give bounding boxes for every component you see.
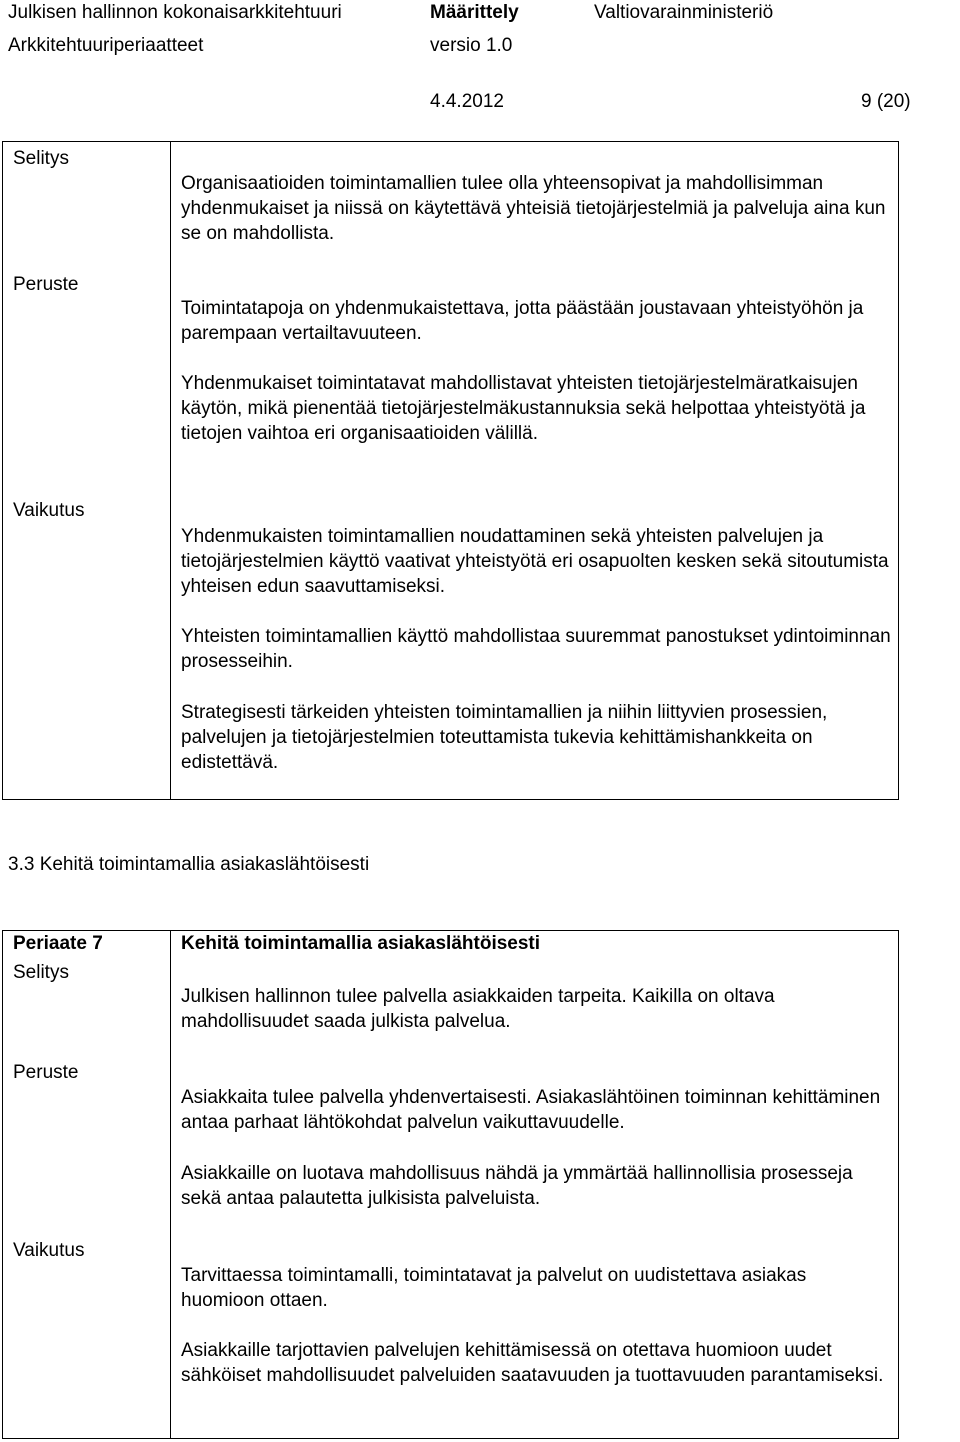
label-impact: Vaikutus	[13, 500, 85, 521]
document-subtitle: Arkkitehtuuriperiaatteet	[8, 35, 204, 56]
document-type: Määrittely	[430, 2, 519, 23]
label-rationale: Peruste	[13, 274, 79, 295]
label-explanation: Selitys	[13, 962, 69, 983]
rationale-paragraph-2: Asiakkaille on luotava mahdollisuus nähdä ja ymmärtää hallinnollisia prosesseja sekä antaa palautetta julkisista palveluista.	[181, 1163, 853, 1209]
rationale-paragraph-1: Toimintatapoja on yhdenmukaistettava, jotta päästään joustavaan yhteistyöhön ja parempaan vertailtavuuteen.	[181, 298, 864, 344]
label-impact: Vaikutus	[13, 1240, 85, 1261]
document-title: Julkisen hallinnon kokonaisarkkitehtuuri	[8, 2, 342, 23]
explanation-text: Julkisen hallinnon tulee palvella asiakkaiden tarpeita. Kaikilla on oltava mahdollisuudet saada julkista palvelua.	[181, 986, 775, 1032]
impact-paragraph-1: Yhdenmukaisten toimintamallien noudattaminen sekä yhteisten palvelujen ja tietojärjestelmien käyttö vaativat yhteistyötä eri osapuolten kesken sekä sitoutumista yhteisen edun saavuttamiseksi.	[181, 526, 889, 597]
impact-paragraph-2: Yhteisten toimintamallien käyttö mahdollistaa suuremmat panostukset ydintoiminnan prosesseihin.	[181, 626, 891, 672]
principle-title: Kehitä toimintamallia asiakaslähtöisesti	[181, 933, 541, 954]
column-divider	[170, 142, 171, 799]
principle-number: Periaate 7	[13, 933, 103, 954]
rationale-paragraph-1: Asiakkaita tulee palvella yhdenvertaisesti. Asiakaslähtöinen toiminnan kehittäminen antaa parhaat lähtökohdat palvelun vaikuttavuudelle.	[181, 1087, 881, 1133]
section-heading: 3.3 Kehitä toimintamallia asiakaslähtöisesti	[8, 854, 370, 875]
rationale-paragraph-2: Yhdenmukaiset toimintatavat mahdollistavat yhteisten tietojärjestelmäratkaisujen käytön, mikä pienentää tietojärjestelmäkustannuksia sekä helpottaa yhteistyötä ja tietojen vaihtoa eri organisaatioiden välillä.	[181, 373, 866, 444]
page-header	[0, 0, 960, 120]
impact-paragraph-2: Asiakkaille tarjottavien palvelujen kehittämisessä on otettava huomioon uudet sähköiset mahdollisuudet palveluiden saatavuuden ja tuottavuuden parantamiseksi.	[181, 1340, 884, 1386]
principle-table-1	[2, 141, 899, 800]
page-number: 9 (20)	[861, 91, 911, 112]
document-date: 4.4.2012	[430, 91, 504, 112]
impact-paragraph-3: Strategisesti tärkeiden yhteisten toimintamallien ja niihin liittyvien prosessien, palvelujen ja tietojärjestelmien toteuttamista tukevia kehittämishankkeita on edistettävä.	[181, 702, 828, 773]
impact-paragraph-1: Tarvittaessa toimintamalli, toimintatavat ja palvelut on uudistettava asiakas huomioon ottaen.	[181, 1265, 807, 1311]
column-divider	[170, 931, 171, 1438]
document-version: versio 1.0	[430, 35, 513, 56]
explanation-text: Organisaatioiden toimintamallien tulee olla yhteensopivat ja mahdollisimman yhdenmukaiset ja niissä on käytettävä yhteisiä tietojärjestelmiä ja palveluja aina kun se on mahdollista.	[181, 173, 886, 244]
label-explanation: Selitys	[13, 148, 69, 169]
organization-name: Valtiovarainministeriö	[594, 2, 774, 23]
label-rationale: Peruste	[13, 1062, 79, 1083]
principle-table-2	[2, 930, 899, 1439]
